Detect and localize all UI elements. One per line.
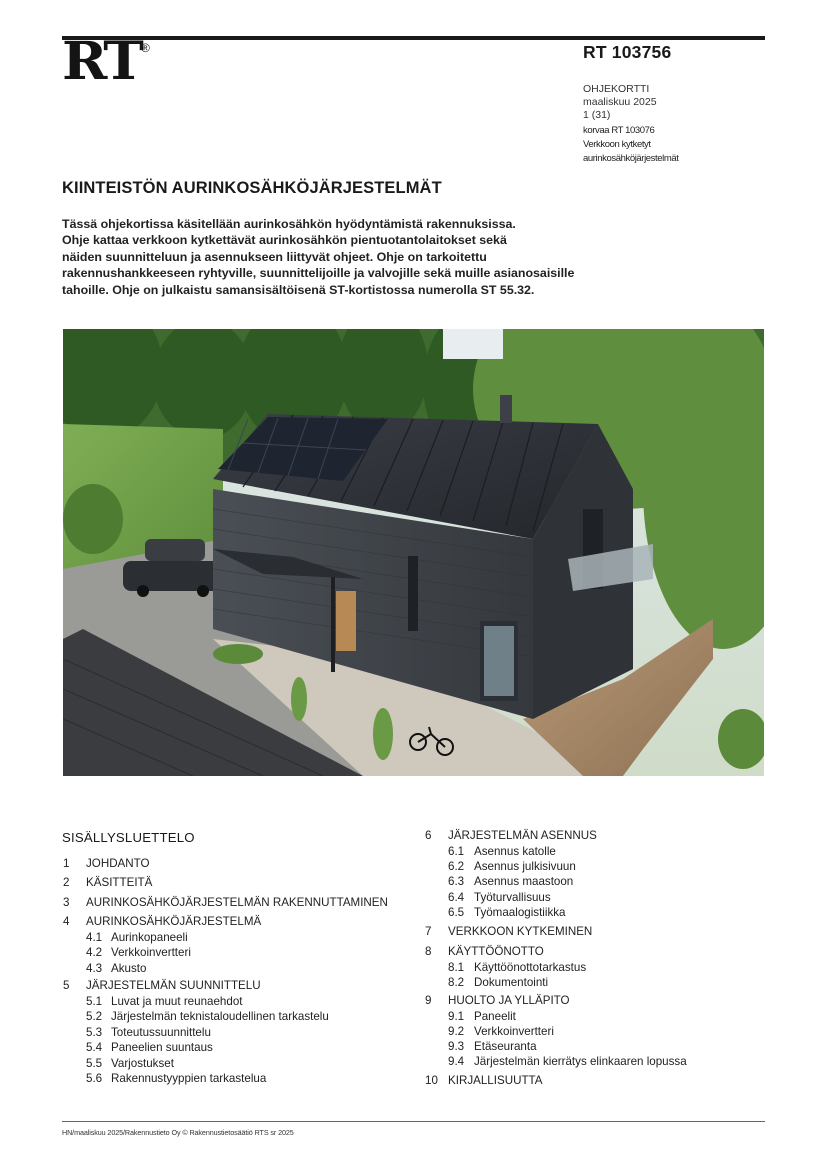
- replaces-title-line2: aurinkosähköjärjestelmät: [583, 153, 679, 164]
- toc-entry-label: Etäseuranta: [474, 1040, 537, 1053]
- toc-entry-number: 9.1: [448, 1010, 465, 1023]
- toc-entry-number: 4.3: [86, 962, 103, 975]
- toc-entry-label: AURINKOSÄHKÖJÄRJESTELMÄ: [86, 915, 262, 928]
- toc-entry-number: 6.1: [448, 845, 465, 858]
- intro-line: Ohje kattaa verkkoon kytkettävät aurinkosähkön pientuotantolaitokset sekä: [62, 233, 507, 248]
- house-with-solar-panels-photo: [63, 329, 764, 776]
- intro-line: näiden suunnitteluun ja asennukseen liittyvät ohjeet. Ohje on tarkoitettu: [62, 249, 487, 264]
- toc-entry-number: 5.6: [86, 1072, 103, 1085]
- toc-entry-number: 6.4: [448, 891, 465, 904]
- toc-entry-number: 5.2: [86, 1010, 103, 1023]
- intro-line: rakennushankkeeseen ryhtyville, suunnittelijoille ja valvojille sekä muille asianosaisille: [62, 266, 575, 281]
- toc-entry-label: Dokumentointi: [474, 976, 549, 989]
- toc-entry-label: Verkkoinvertteri: [474, 1025, 554, 1038]
- page-number: 1 (31): [583, 109, 611, 121]
- toc-entry-number: 7: [425, 925, 432, 938]
- toc-entry-number: 8.2: [448, 976, 465, 989]
- intro-line: tahoille. Ohje on julkaistu samansisältöisenä ST-kortistossa numerolla ST 55.32.: [62, 282, 535, 297]
- rt-logo: RT: [62, 31, 141, 92]
- toc-entry-label: KÄSITTEITÄ: [86, 876, 153, 889]
- toc-entry-label: JOHDANTO: [86, 857, 150, 870]
- toc-entry-number: 9.4: [448, 1055, 465, 1068]
- top-rule: [62, 36, 765, 40]
- intro-paragraph: [62, 216, 582, 298]
- toc-entry-label: HUOLTO JA YLLÄPITO: [448, 994, 570, 1007]
- toc-title: SISÄLLYSLUETTELO: [62, 830, 195, 845]
- toc-entry-number: 5: [63, 979, 70, 992]
- toc-entry-number: 6.3: [448, 875, 465, 888]
- toc-entry-label: Varjostukset: [111, 1057, 174, 1070]
- toc-entry-label: Toteutussuunnittelu: [111, 1026, 211, 1039]
- toc-entry-label: Rakennustyyppien tarkastelua: [111, 1072, 267, 1085]
- toc-entry-label: Paneelien suuntaus: [111, 1041, 213, 1054]
- toc-entry-label: VERKKOON KYTKEMINEN: [448, 925, 593, 938]
- toc-entry-number: 6.2: [448, 860, 465, 873]
- toc-entry-number: 8: [425, 945, 432, 958]
- replaces-title-line1: Verkkoon kytketyt: [583, 139, 651, 150]
- toc-entry-label: Asennus katolle: [474, 845, 556, 858]
- intro-line: Tässä ohjekortissa käsitellään aurinkosähkön hyödyntämistä rakennuksissa.: [62, 217, 516, 231]
- toc-entry-number: 6.5: [448, 906, 465, 919]
- toc-entry-label: Aurinkopaneeli: [111, 931, 188, 944]
- card-type: OHJEKORTTI: [583, 83, 650, 95]
- replaces-card: korvaa RT 103076: [583, 125, 655, 136]
- publication-date: maaliskuu 2025: [583, 96, 657, 108]
- toc-entry-number: 5.5: [86, 1057, 103, 1070]
- toc-entry-number: 4.2: [86, 946, 103, 959]
- toc-entry-label: Asennus maastoon: [474, 875, 574, 888]
- toc-entry-label: Luvat ja muut reunaehdot: [111, 995, 243, 1008]
- toc-entry-label: Verkkoinvertteri: [111, 946, 191, 959]
- toc-entry-label: Asennus julkisivuun: [474, 860, 576, 873]
- toc-entry-label: KÄYTTÖÖNOTTO: [448, 945, 544, 958]
- toc-entry-label: JÄRJESTELMÄN ASENNUS: [448, 829, 597, 842]
- toc-entry-label: Työmaalogistiikka: [474, 906, 566, 919]
- toc-entry-number: 4.1: [86, 931, 103, 944]
- toc-entry-number: 1: [63, 857, 70, 870]
- toc-entry-number: 8.1: [448, 961, 465, 974]
- toc-entry-label: Työturvallisuus: [474, 891, 551, 904]
- footer-text: HN/maaliskuu 2025/Rakennustieto Oy © Rakennustietosäätiö RTS sr 2025: [62, 1128, 294, 1137]
- toc-entry-label: AURINKOSÄHKÖJÄRJESTELMÄN RAKENNUTTAMINEN: [86, 896, 388, 909]
- document-id: RT 103756: [583, 42, 672, 62]
- toc-entry-label: KIRJALLISUUTTA: [448, 1074, 543, 1087]
- toc-entry-number: 5.4: [86, 1041, 103, 1054]
- toc-entry-number: 10: [425, 1074, 438, 1087]
- toc-entry-label: JÄRJESTELMÄN SUUNNITTELU: [86, 979, 261, 992]
- toc-entry-number: 2: [63, 876, 70, 889]
- toc-entry-number: 9: [425, 994, 432, 1007]
- toc-entry-label: Järjestelmän teknistaloudellinen tarkastelu: [111, 1010, 329, 1023]
- toc-entry-number: 4: [63, 915, 70, 928]
- toc-entry-number: 9.2: [448, 1025, 465, 1038]
- toc-entry-label: Järjestelmän kierrätys elinkaaren lopussa: [474, 1055, 687, 1068]
- toc-entry-label: Paneelit: [474, 1010, 516, 1023]
- toc-entry-label: Akusto: [111, 962, 147, 975]
- toc-entry-number: 9.3: [448, 1040, 465, 1053]
- toc-entry-number: 6: [425, 829, 432, 842]
- footer-rule: [62, 1121, 765, 1122]
- toc-entry-number: 5.3: [86, 1026, 103, 1039]
- toc-entry-number: 3: [63, 896, 70, 909]
- registered-mark: ®: [141, 41, 150, 55]
- page-title: KIINTEISTÖN AURINKOSÄHKÖJÄRJESTELMÄT: [62, 179, 442, 197]
- toc-entry-number: 5.1: [86, 995, 103, 1008]
- toc-entry-label: Käyttöönottotarkastus: [474, 961, 587, 974]
